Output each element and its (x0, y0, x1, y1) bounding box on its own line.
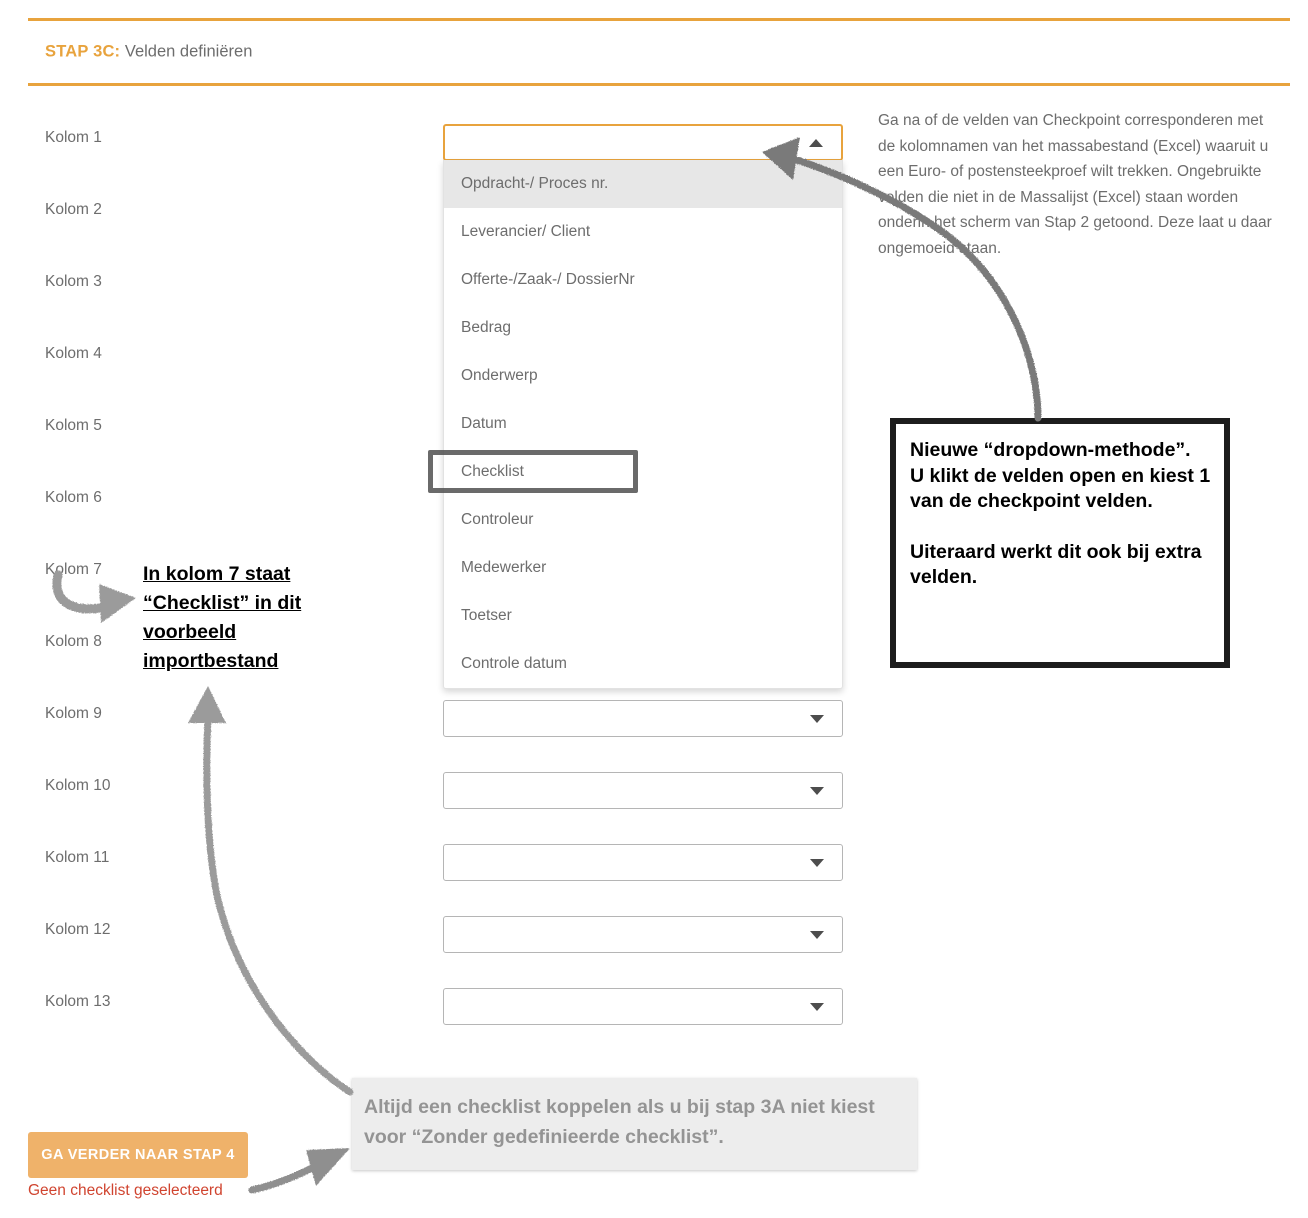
row-label-kolom-10: Kolom 10 (45, 777, 111, 794)
chevron-up-icon (809, 139, 823, 147)
next-step-button[interactable]: GA VERDER NAAR STAP 4 (28, 1132, 248, 1178)
annotation-line-1: Nieuwe “dropdown-methode”. (910, 439, 1191, 461)
select-kolom-11[interactable] (443, 844, 843, 881)
chevron-down-icon (810, 1003, 824, 1011)
chevron-down-icon (810, 859, 824, 867)
dropdown-option[interactable]: Onderwerp (461, 367, 538, 384)
dropdown-option[interactable]: Datum (461, 415, 507, 432)
checklist-option-highlight-box (428, 450, 638, 493)
annotation-line-2: U klikt de velden open en kiest 1 van de checkpoint velden. (910, 464, 1211, 512)
row-label-kolom-13: Kolom 13 (45, 993, 111, 1010)
row-label-kolom-4: Kolom 4 (45, 345, 102, 362)
row-label-kolom-2: Kolom 2 (45, 201, 102, 218)
arrow-kolom7 (57, 575, 136, 623)
dropdown-option[interactable]: Bedrag (461, 319, 511, 336)
arrow-to-kolom-area (188, 686, 350, 1092)
dropdown-option[interactable]: Opdracht-/ Proces nr. (444, 160, 842, 208)
annotation-line-3: Uiteraard werkt dit ook bij extra velden. (910, 540, 1202, 588)
select-kolom-1[interactable] (443, 124, 843, 161)
dropdown-option[interactable]: Offerte-/Zaak-/ DossierNr (461, 271, 635, 288)
annotation-box-checklist-reminder (352, 1078, 917, 1170)
step-header (28, 18, 1290, 86)
annotation-kolom7-note: In kolom 7 staat “Checklist” in dit voorbeeld importbestand (143, 563, 302, 672)
arrow-to-next-button (252, 1148, 350, 1190)
dropdown-options-panel[interactable] (443, 160, 843, 689)
annotation-checklist-text: Altijd een checklist koppelen als u bij stap 3A niet kiest voor “Zonder gedefinieerde checklist”. (364, 1096, 875, 1148)
dropdown-option[interactable]: Medewerker (461, 559, 547, 576)
chevron-down-icon (810, 787, 824, 795)
chevron-down-icon (810, 715, 824, 723)
annotation-box-dropdown-method (890, 418, 1230, 668)
row-label-kolom-3: Kolom 3 (45, 273, 102, 290)
row-label-kolom-9: Kolom 9 (45, 705, 102, 722)
step-header-text (45, 43, 252, 62)
page-title: Velden definiëren (120, 42, 253, 61)
row-label-kolom-12: Kolom 12 (45, 921, 111, 938)
validation-warning: Geen checklist geselecteerd (28, 1182, 223, 1199)
dropdown-option[interactable]: Toetser (461, 607, 512, 624)
dropdown-option-checklist[interactable]: Checklist (461, 463, 524, 480)
row-label-kolom-8: Kolom 8 (45, 633, 102, 650)
select-kolom-12[interactable] (443, 916, 843, 953)
dropdown-option[interactable]: Leverancier/ Client (461, 223, 591, 240)
row-label-kolom-5: Kolom 5 (45, 417, 102, 434)
row-label-kolom-6: Kolom 6 (45, 489, 102, 506)
select-kolom-13[interactable] (443, 988, 843, 1025)
chevron-down-icon (810, 931, 824, 939)
row-label-kolom-1: Kolom 1 (45, 129, 102, 146)
row-label-kolom-11: Kolom 11 (45, 849, 110, 866)
dropdown-option[interactable]: Controle datum (461, 655, 567, 672)
row-label-kolom-7: Kolom 7 (45, 561, 102, 578)
select-kolom-9[interactable] (443, 700, 843, 737)
dropdown-option[interactable]: Controleur (461, 511, 534, 528)
select-kolom-10[interactable] (443, 772, 843, 809)
help-paragraph: Ga na of de velden van Checkpoint corresponderen met de kolomnamen van het massabestand (Excel) waaruit u een Euro- of postensteekproef wilt trekken. Ongebruikte velden die niet in de Massalijst (Excel) staan worden onderin het scherm van Stap 2 getoond. Deze laat u daar ongemoeid staan. (878, 112, 1272, 257)
step-number: STAP 3C: (45, 42, 121, 61)
